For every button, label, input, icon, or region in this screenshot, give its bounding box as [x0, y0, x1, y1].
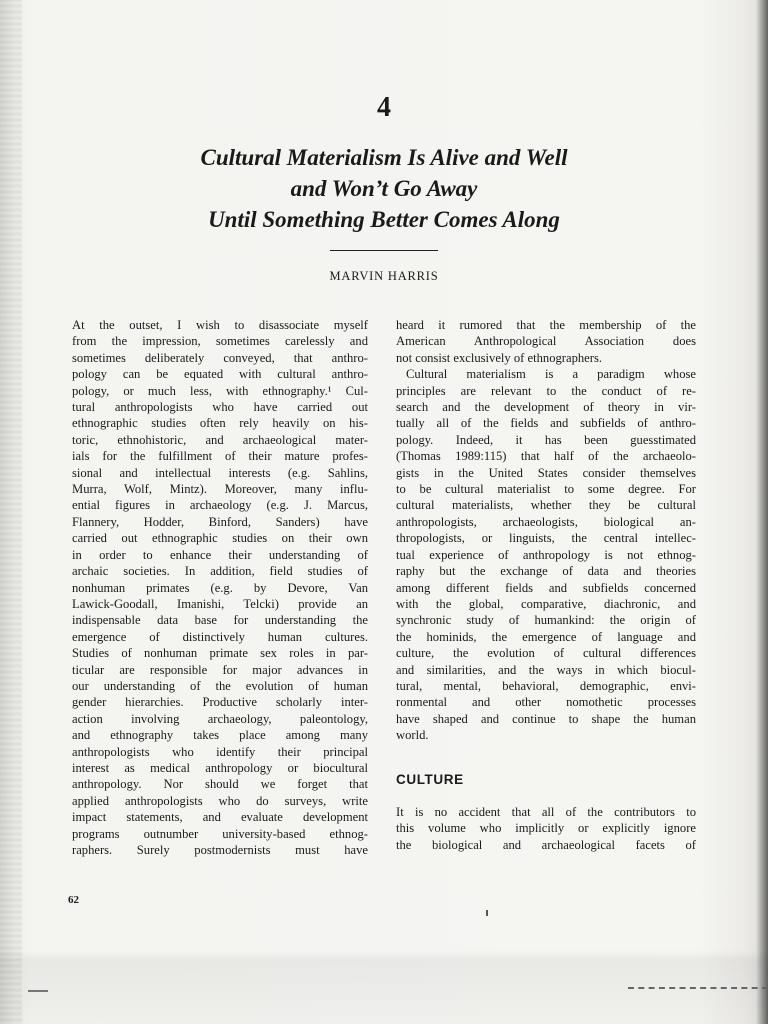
text-line: ronmental and other nomothetic processes [396, 695, 696, 710]
text-line: nonhuman primates (e.g. by Devore, Van [72, 580, 368, 595]
text-line: anthropologists, archaeologists, biological an- [396, 514, 696, 529]
text-line: Cultural materialism is a paradigm whose [406, 367, 696, 382]
text-line: applied anthropologists who do surveys, write [72, 793, 368, 808]
text-line: impact statements, and evaluate development [72, 810, 368, 825]
text-line: pology can be equated with cultural anthro- [72, 367, 368, 382]
page-number: 62 [68, 894, 79, 906]
text-line: thropologists, or linguists, the central intellec- [396, 531, 696, 546]
text-line: in order to enhance their understanding of [72, 547, 368, 562]
text-line: from the impression, sometimes carelessly and [72, 334, 368, 349]
scan-speck [486, 910, 488, 916]
author-name: MARVIN HARRIS [329, 269, 439, 283]
paragraph-continuation [396, 317, 696, 366]
text-line: cultural materialists, whether they be cultural [396, 498, 696, 513]
text-line: and ethnography takes place among many [72, 728, 368, 743]
title-divider [330, 250, 438, 251]
text-line: have shaped and continue to shape the human [396, 711, 696, 726]
text-line: At the outset, I wish to disassociate myself [72, 318, 368, 332]
section-heading-culture: CULTURE [396, 771, 464, 787]
text-line: heard it rumored that the membership of the [396, 318, 696, 332]
paragraph-cultural-materialism [396, 366, 696, 743]
text-line: Flannery, Hodder, Binford, Sanders) have [72, 514, 368, 529]
text-line: gender hierarchies. Productive scholarly inter- [72, 695, 368, 710]
text-line: search and the development of theory in vir- [396, 400, 696, 415]
text-line: our understanding of the evolution of human [72, 678, 368, 693]
text-line: Lawick-Goodall, Imanishi, Telcki) provide an [72, 596, 368, 611]
text-line: ential figures in archaeology (e.g. J. Marcus, [72, 498, 368, 513]
text-line: pology, or much less, with ethnography.¹ Cul- [72, 383, 368, 398]
paragraph-culture-intro [396, 804, 696, 853]
text-line: anthropology. Nor should we forget that [72, 777, 368, 792]
text-line: raphy but the exchange of data and theories [396, 564, 696, 579]
text-line: ials for the fulfillment of their mature profes- [72, 449, 368, 464]
text-line: gists in the United States consider themselves [396, 465, 696, 480]
text-line: programs outnumber university-based ethnog- [72, 826, 368, 841]
text-line: Studies of nonhuman primate sex roles in par- [72, 646, 368, 661]
text-line: sometimes deliberately conveyed, that anthro- [72, 350, 368, 365]
text-line: and similarities, and the ways in which biocul- [396, 662, 696, 677]
chapter-title [120, 142, 648, 235]
chapter-title-line: Cultural Materialism Is Alive and Well [200, 145, 568, 170]
text-line: (Thomas 1989:115) that half of the archaeolo- [396, 449, 696, 464]
text-line: indispensable data base for understanding the [72, 613, 368, 628]
chapter-number: 4 [377, 92, 391, 123]
text-line: the hominids, the emergence of language and [396, 629, 696, 644]
text-line: action involving archaeology, paleontology, [72, 711, 368, 726]
text-line: American Anthropological Association does [396, 334, 696, 349]
scan-mark [628, 987, 768, 989]
scan-mark [28, 990, 48, 992]
text-line: the biological and archaeological facets of [396, 837, 696, 852]
text-line: toric, ethnohistoric, and archaeological mater- [72, 432, 368, 447]
text-line: raphers. Surely postmodernists must have [72, 843, 368, 857]
text-line: culture, the evolution of cultural differences [396, 646, 696, 661]
chapter-title-line: and Won’t Go Away [290, 176, 478, 201]
text-line: anthropologists who identify their principal [72, 744, 368, 759]
text-line: emergence of distinctively human cultures. [72, 629, 368, 644]
text-line: tural, mental, behavioral, demographic, envi- [396, 678, 696, 693]
text-line: with the global, comparative, diachronic, and [396, 596, 696, 611]
left-column [72, 317, 368, 858]
text-line: principles are relevant to the conduct of re- [396, 383, 696, 398]
page-edge-shadow [756, 0, 768, 1024]
text-line: this volume who implicitly or explicitly ignore [396, 821, 696, 836]
text-line: interest as medical anthropology or biocultural [72, 760, 368, 775]
text-line: tural anthropologists who have carried out [72, 400, 368, 415]
chapter-title-line: Until Something Better Comes Along [208, 207, 560, 232]
text-line: synchronic study of humankind: the origin of [396, 613, 696, 628]
text-line: to be cultural materialist to some degree. For [396, 482, 696, 497]
text-line: carried out ethnographic studies on their own [72, 531, 368, 546]
right-column [396, 317, 696, 853]
text-line: archaic societies. In addition, field studies of [72, 564, 368, 579]
text-line: Murra, Wolf, Mintz). Moreover, many influ- [72, 482, 368, 497]
text-line: sional and intellectual interests (e.g. Sahlins, [72, 465, 368, 480]
text-line: among different fields and subfields concerned [396, 580, 696, 595]
text-line: ethnographic studies often rely heavily on his- [72, 416, 368, 431]
text-line: world. [396, 728, 429, 743]
text-line: ticular are responsible for major advances in [72, 662, 368, 677]
text-line: tually all of the fields and subfields of anthro- [396, 416, 696, 431]
page-binding-shadow [0, 0, 22, 1024]
text-line: tual experience of anthropology is not ethnog- [396, 547, 696, 562]
text-line: It is no accident that all of the contributors to [396, 804, 696, 819]
text-line: pology. Indeed, it has been guesstimated [396, 432, 696, 447]
text-line: not consist exclusively of ethnographers. [396, 350, 603, 365]
